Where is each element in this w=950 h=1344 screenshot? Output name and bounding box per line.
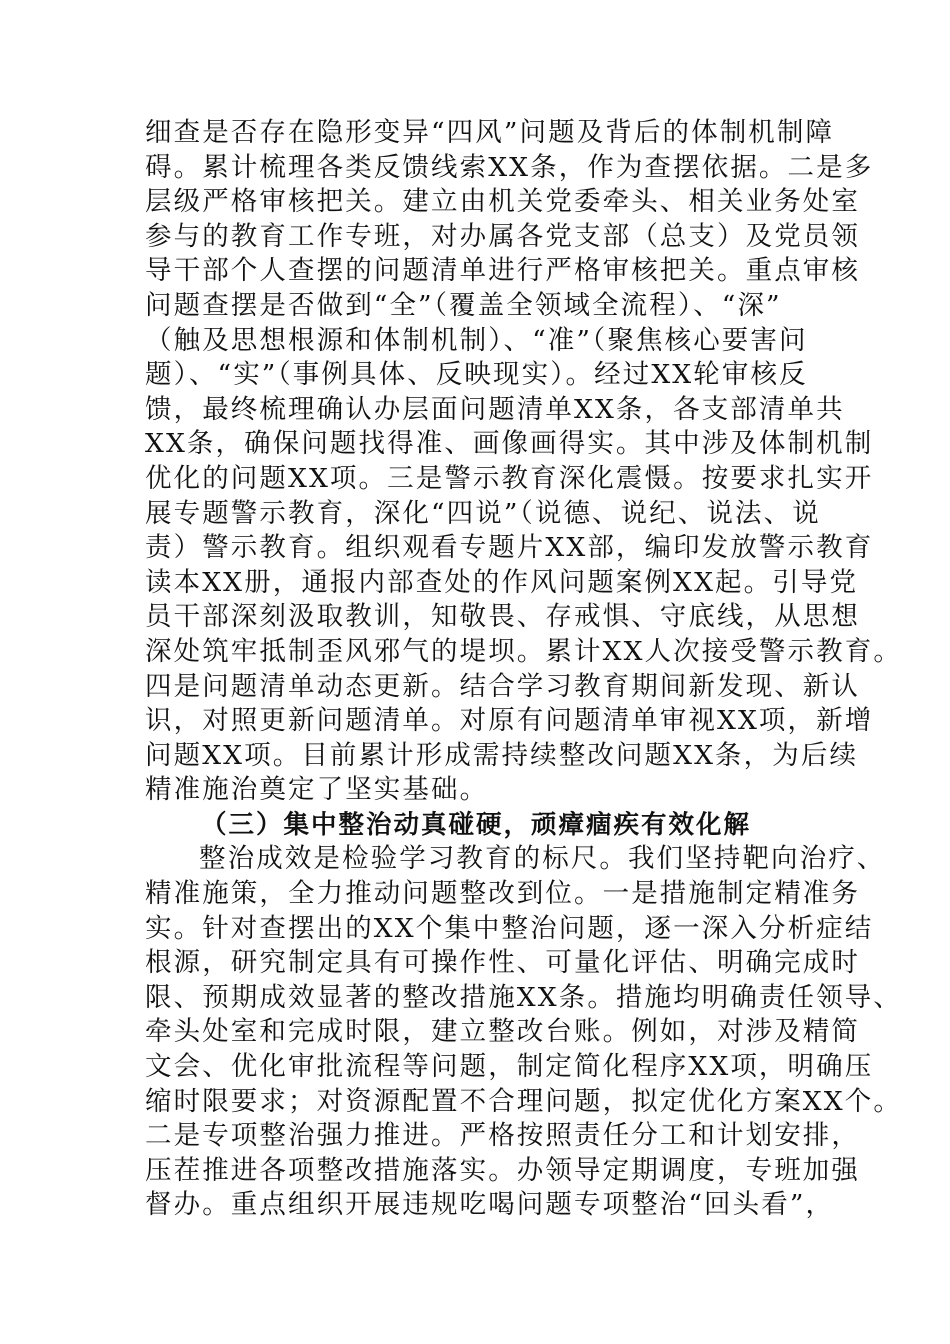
text-line: 缩时限要求；对资源配置不合理问题，拟定优化方案XX个。 [145, 1085, 902, 1117]
text-line: 限、预期成效显著的整改措施XX条。措施均明确责任领导、 [145, 981, 902, 1013]
text-line: 压茬推进各项整改措施落实。办领导定期调度，专班加强 [145, 1154, 860, 1186]
text-line: 深处筑牢抵制歪风邪气的堤坝。累计XX人次接受警示教育。 [145, 635, 902, 667]
text-line: XX条，确保问题找得准、画像画得实。其中涉及体制机制 [145, 428, 874, 460]
text-line: 识，对照更新问题清单。对原有问题清单审视XX项，新增 [145, 705, 874, 737]
text-line: 实。针对查摆出的XX个集中整治问题，逐一深入分析症结 [145, 912, 874, 944]
text-line: 导干部个人查摆的问题清单进行严格审核把关。重点审核 [145, 255, 860, 287]
text-line: 题）、“实”（事例具体、反映现实）。经过XX轮审核反 [145, 359, 808, 391]
text-line: （触及思想根源和体制机制）、“准”（聚焦核心要害问 [145, 324, 808, 356]
text-line: 读本XX册，通报内部查处的作风问题案例XX起。引导党 [145, 566, 859, 598]
text-line: 问题XX项。目前累计形成需持续整改问题XX条，为后续 [145, 739, 859, 771]
text-line: 问题查摆是否做到“全”（覆盖全领域全流程）、“深” [145, 289, 782, 321]
text-line: 优化的问题XX项。三是警示教育深化震慑。按要求扎实开 [145, 462, 874, 494]
text-line: 文会、优化审批流程等问题，制定简化程序XX项，明确压 [145, 1051, 874, 1083]
text-line: 精准施策，全力推动问题整改到位。一是措施制定精准务 [145, 878, 860, 910]
text-line: 牵头处室和完成时限，建立整改台账。例如，对涉及精简 [145, 1016, 860, 1048]
text-line: 精准施治奠定了坚实基础。 [145, 774, 489, 806]
text-line: 展专题警示教育，深化“四说”（说德、说纪、说法、说 [145, 497, 821, 529]
text-line: 责）警示教育。组织观看专题片XX部，编印发放警示教育 [145, 532, 874, 564]
text-line: 层级严格审核把关。建立由机关党委牵头、相关业务处室 [145, 186, 860, 218]
text-line: 四是问题清单动态更新。结合学习教育期间新发现、新认 [145, 670, 860, 702]
text-line: 员干部深刻汲取教训，知敬畏、存戒惧、守底线，从思想 [145, 601, 860, 633]
section-heading: （三）集中整治动真碰硬，顽瘴痼疾有效化解 [201, 809, 752, 840]
text-line: 根源，研究制定具有可操作性、可量化评估、明确完成时 [145, 947, 860, 979]
paragraph-continued [145, 116, 902, 1223]
text-line: 碍。累计梳理各类反馈线索XX条，作为查摆依据。二是多 [145, 151, 874, 183]
text-line: 整治成效是检验学习教育的标尺。我们坚持靶向治疗、 [199, 843, 886, 875]
text-line: 参与的教育工作专班，对办属各党支部（总支）及党员领 [145, 220, 860, 252]
text-line: 细查是否存在隐形变异“四风”问题及背后的体制机制障 [145, 117, 835, 148]
text-line: 督办。重点组织开展违规吃喝问题专项整治“回头看”， [145, 1189, 835, 1221]
text-line: 馈，最终梳理确认办层面问题清单XX条，各支部清单共 [145, 393, 845, 425]
text-line: 二是专项整治强力推进。严格按照责任分工和计划安排， [145, 1120, 860, 1152]
